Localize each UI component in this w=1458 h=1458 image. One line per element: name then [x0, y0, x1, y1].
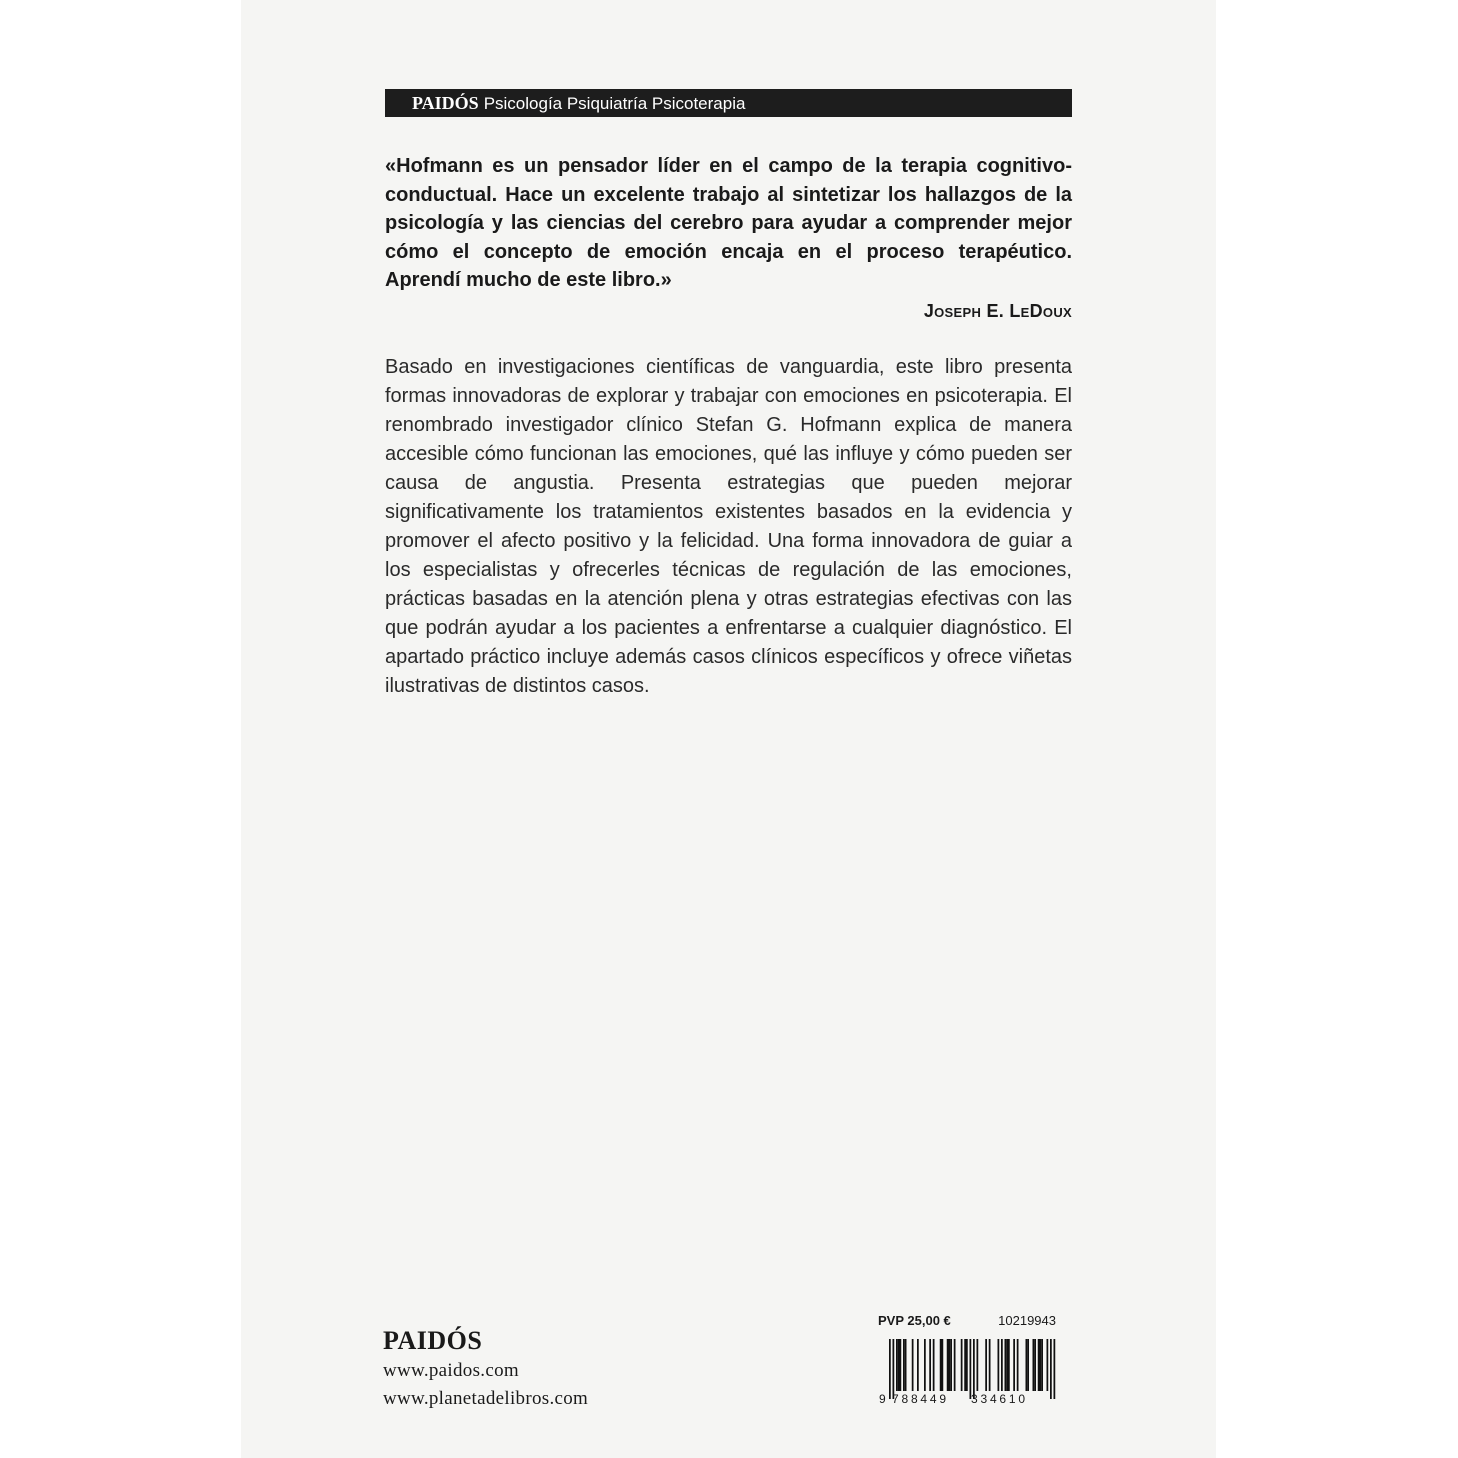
barcode-bar: [1005, 1339, 1007, 1391]
barcode-bar: [917, 1339, 919, 1391]
barcode-digit-lead: 9: [879, 1392, 886, 1405]
barcode-bar: [905, 1339, 907, 1391]
barcode-bar: [896, 1339, 898, 1391]
series-banner: [385, 89, 1072, 117]
barcode-bar: [949, 1339, 951, 1391]
barcode-bars: [889, 1339, 1055, 1399]
barcode-bar: [950, 1339, 952, 1391]
barcode-bar: [900, 1339, 902, 1391]
barcode-bar: [1041, 1339, 1043, 1391]
barcode-bar: [1001, 1339, 1003, 1391]
barcode-bar: [985, 1339, 987, 1391]
barcode-bar: [912, 1339, 914, 1391]
barcode-bar: [1027, 1339, 1029, 1391]
barcode-bar: [964, 1339, 966, 1391]
barcode-bar: [1033, 1339, 1035, 1391]
barcode-bar: [1050, 1339, 1052, 1399]
series-collection: Psicología Psiquiatría Psicoterapia: [483, 94, 746, 113]
barcode-bar: [893, 1339, 895, 1399]
series-brand: PAIDÓS: [412, 93, 479, 113]
barcode-bar: [954, 1339, 956, 1391]
barcode-bar: [942, 1339, 944, 1391]
barcode-bar: [1006, 1339, 1008, 1391]
publisher-url-paidos: www.paidos.com: [383, 1360, 519, 1381]
barcode-bar: [989, 1339, 991, 1391]
barcode-bar: [1047, 1339, 1049, 1391]
barcode-bar: [1034, 1339, 1036, 1391]
barcode-bar: [898, 1339, 900, 1391]
barcode-digits-right: 334610: [971, 1392, 1028, 1405]
barcode-bar: [940, 1339, 942, 1391]
barcode-bar: [889, 1339, 891, 1399]
barcode-bar: [924, 1339, 926, 1391]
barcode-bar: [933, 1339, 935, 1391]
barcode-bar: [903, 1339, 905, 1391]
isbn-barcode: [878, 1337, 1058, 1405]
barcode-digits-left: 788449: [892, 1392, 949, 1405]
barcode-bar: [973, 1339, 975, 1399]
barcode-bar: [966, 1339, 968, 1391]
quote-attribution: Joseph E. LeDoux: [923, 301, 1072, 321]
product-code: 10219943: [998, 1313, 1056, 1328]
barcode-bar: [1040, 1339, 1042, 1391]
barcode-bar: [1026, 1339, 1028, 1391]
endorsement-quote: «Hofmann es un pensador líder en el campo de la terapia cognitivo-conductual. Hace un excelente trabajo al sintetizar los hallazgos de la psicología y las ciencias del cerebro para ayudar a comprender mejor cómo el concepto de emoción encaja en el proceso terapéutico. Aprendí mucho de este libro.»: [385, 155, 1072, 291]
book-description: Basado en investigaciones científicas de vanguardia, este libro presenta formas innovadoras de explorar y trabajar con emociones en psicoterapia. El renombrado investigador clínico Stefan G. Hofmann explica de manera accesible cómo funcionan las emociones, qué las influye y cómo pueden ser causa de angustia. Presenta estrategias que pueden mejorar significativamente los tratamientos existentes basados en la evidencia y promover el afecto positivo y la felicidad. Una forma innovadora de guiar a los especialistas y ofrecerles técnicas de regulación de las emociones, prácticas basadas en la atención plena y otras estrategias efectivas con las que podrán ayudar a los pacientes a enfrentarse a cualquier diagnóstico. El apartado práctico incluye además casos clínicos específicos y ofrece viñetas ilustrativas de distintos casos.: [385, 356, 1072, 697]
barcode-bar: [929, 1339, 931, 1391]
barcode-bar: [1017, 1339, 1019, 1391]
barcode-bar: [1013, 1339, 1015, 1391]
barcode-bar: [961, 1339, 963, 1391]
barcode-bar: [998, 1339, 1000, 1391]
publisher-block: [383, 1325, 588, 1413]
publisher-logo: PAIDÓS: [383, 1326, 483, 1355]
barcode-bar: [970, 1339, 972, 1399]
barcode-bar: [977, 1339, 979, 1391]
price-row: [878, 1312, 1056, 1330]
barcode-bar: [947, 1339, 949, 1391]
publisher-url-planeta: www.planetadelibros.com: [383, 1388, 589, 1409]
barcode-bar: [1054, 1339, 1056, 1399]
retail-price: PVP 25,00 €: [878, 1313, 951, 1328]
barcode-bar: [1038, 1339, 1040, 1391]
barcode-bar: [1008, 1339, 1010, 1391]
